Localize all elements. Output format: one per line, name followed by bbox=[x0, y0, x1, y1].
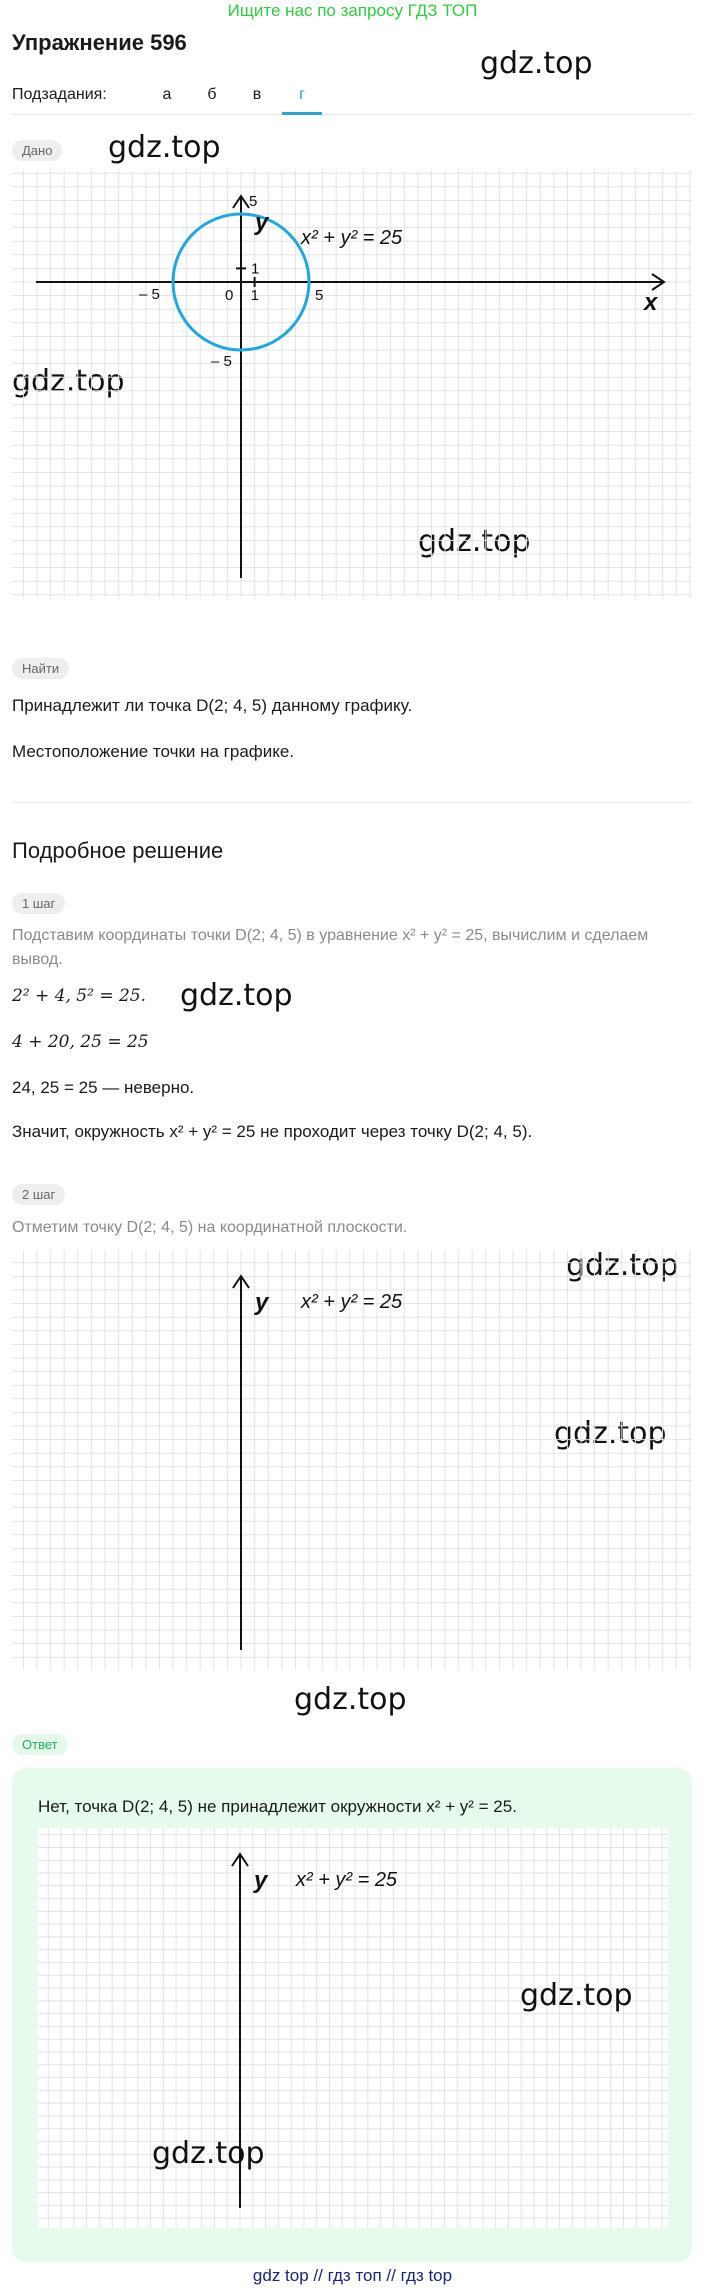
tab-g[interactable]: г bbox=[299, 86, 305, 103]
answer-graph bbox=[38, 1828, 668, 2228]
y-axis-label: y bbox=[255, 1289, 269, 1316]
conclusion: Значит, окружность x² + y² = 25 не проходит через точку D(2; 4, 5). bbox=[12, 1122, 533, 1141]
tab-a[interactable]: а bbox=[162, 86, 172, 103]
watermark: gdz.top bbox=[520, 1978, 633, 2013]
calc-line-3: 24, 25 = 25 — неверно. bbox=[12, 1078, 195, 1097]
tick-label-x-1: 1 bbox=[250, 287, 259, 304]
watermark: gdz.top bbox=[554, 1416, 667, 1451]
tick-label-y-5: 5 bbox=[249, 193, 258, 210]
step-1-text: Подставим координаты точки D(2; 4, 5) в уравнение x² + y² = 25, вычислим и сделаем вывод. bbox=[12, 927, 649, 968]
watermark: gdz.top bbox=[294, 1682, 407, 1717]
watermark: gdz.top bbox=[480, 46, 593, 81]
subtasks-label: Подзадания: bbox=[12, 86, 107, 103]
given-graph bbox=[12, 170, 692, 598]
tick-label-y-1: 1 bbox=[251, 260, 260, 278]
step-2-graph bbox=[12, 1250, 692, 1670]
tab-b[interactable]: б bbox=[207, 86, 217, 103]
watermark: gdz.top bbox=[566, 1248, 679, 1283]
badge-step-1: 1 шаг bbox=[12, 893, 65, 914]
badge-find: Найти bbox=[12, 658, 69, 679]
watermark: gdz.top bbox=[12, 364, 125, 399]
y-axis-label: y bbox=[255, 209, 269, 236]
divider bbox=[12, 802, 692, 803]
x-axis-label: x bbox=[644, 289, 658, 316]
footer-links[interactable]: gdz top // гдз топ // гдз top bbox=[252, 2266, 453, 2285]
equation-label: x² + y² = 25 bbox=[301, 1291, 403, 1313]
calc-line-2: 4 + 20, 25 = 25 bbox=[12, 1032, 149, 1052]
badge-step-2: 2 шаг bbox=[12, 1184, 65, 1205]
subtasks-bar bbox=[12, 84, 692, 115]
tab-v[interactable]: в bbox=[252, 86, 262, 103]
badge-answer: Ответ bbox=[12, 1734, 68, 1755]
badge-given: Дано bbox=[12, 140, 62, 161]
find-question-1: Принадлежит ли точка D(2; 4, 5) данному графику. bbox=[12, 696, 413, 715]
step-2-text: Отметим точку D(2; 4, 5) на координатной плоскости. bbox=[12, 1219, 408, 1236]
origin-label: 0 bbox=[225, 287, 234, 304]
top-banner: Ищите нас по запросу ГДЗ ТОП bbox=[227, 1, 478, 20]
tick-label-y-neg5: – 5 bbox=[211, 353, 232, 370]
watermark: gdz.top bbox=[180, 978, 293, 1013]
watermark: gdz.top bbox=[108, 130, 221, 165]
find-question-2: Местоположение точки на графике. bbox=[12, 742, 295, 761]
solution-heading: Подробное решение bbox=[12, 838, 224, 863]
equation-label: x² + y² = 25 bbox=[295, 1869, 398, 1891]
y-axis-label: y bbox=[254, 1867, 268, 1894]
watermark: gdz.top bbox=[152, 2136, 265, 2171]
equation-label: x² + y² = 25 bbox=[301, 227, 403, 249]
tick-label-x-neg5: – 5 bbox=[139, 286, 160, 303]
tick-label-x-5: 5 bbox=[315, 287, 324, 304]
grid bbox=[12, 1250, 692, 1670]
calc-line-1: 2² + 4, 5² = 25. bbox=[12, 986, 147, 1006]
active-tab-underline bbox=[282, 112, 322, 115]
watermark: gdz.top bbox=[418, 524, 531, 559]
answer-text: Нет, точка D(2; 4, 5) не принадлежит окружности x² + y² = 25. bbox=[38, 1797, 517, 1816]
page-title: Упражнение 596 bbox=[12, 30, 187, 55]
